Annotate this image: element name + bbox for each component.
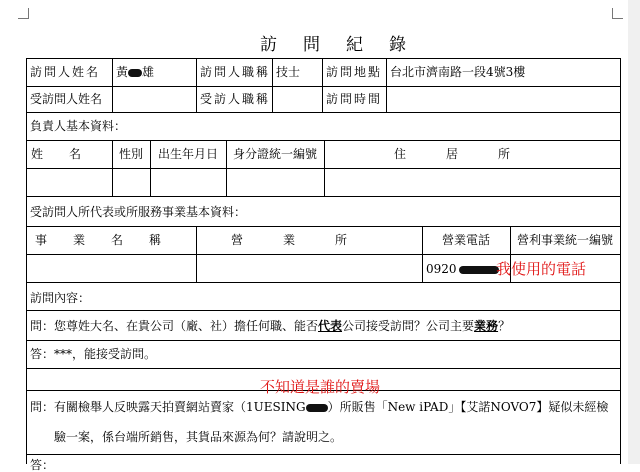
rule <box>26 282 620 283</box>
rule <box>26 168 620 169</box>
business-header-name: 事業名稱 <box>34 233 187 247</box>
page-corner-mark-right <box>612 8 623 19</box>
rule <box>272 58 273 112</box>
rule <box>26 368 620 369</box>
phone-prefix: 0920 <box>426 262 457 276</box>
rule <box>196 58 197 112</box>
rule <box>26 112 620 113</box>
q1-emphasis-business: 業務 <box>474 319 499 333</box>
rule <box>26 226 620 227</box>
seller-annotation: 不知道是誰的賣場 <box>260 378 381 396</box>
responsible-header-id-number: 身分證統一編號 <box>232 147 317 161</box>
responsible-header-birthdate: 出生年月日 <box>157 147 218 161</box>
visitor-name-value <box>116 65 154 79</box>
q2-text-end: ）所販售「New iPAD」【艾諾NOVO7】疑似未經檢 <box>327 400 609 414</box>
visitor-name-suffix: 雄 <box>142 65 155 79</box>
visit-place-label: 訪問地點 <box>326 65 383 79</box>
interview-content-label: 訪問內容： <box>30 291 91 305</box>
rule <box>322 58 323 112</box>
rule <box>26 58 27 464</box>
responsible-section-label: 負責人基本資料： <box>30 119 127 133</box>
phone-annotation: 我使用的電話 <box>496 260 587 278</box>
interviewee-name-label: 受訪問人姓名 <box>30 92 103 106</box>
business-header-phone: 營業電話 <box>441 233 490 247</box>
redaction-mark <box>128 69 142 77</box>
visitor-title-label: 訪問人職稱 <box>200 65 271 79</box>
responsible-header-gender: 性別 <box>118 147 143 161</box>
redaction-mark <box>306 404 328 412</box>
business-section-label: 受訪問人所代表或所服務事業基本資料： <box>30 205 247 219</box>
rule <box>26 58 620 59</box>
visitor-name-prefix: 黃 <box>116 65 129 79</box>
answer-2: 答： <box>30 458 55 472</box>
rule <box>26 254 620 255</box>
responsible-header-address: 住居所 <box>393 147 550 161</box>
visitor-title-value: 技士 <box>276 65 301 79</box>
question-2-line-2: 驗一案，係台端所銷售，其貨品來源為何？請說明之。 <box>54 430 343 444</box>
question-1 <box>30 319 510 333</box>
rule <box>620 58 621 464</box>
rule <box>26 454 620 455</box>
page-corner-mark-left <box>18 8 29 19</box>
q1-text-middle: 公司接受訪問？公司主要 <box>342 319 475 333</box>
business-header-tax-id: 營利事業統一編號 <box>516 233 613 247</box>
rule <box>112 58 113 112</box>
question-2-line-1 <box>30 400 608 414</box>
rule <box>26 140 620 141</box>
q2-text-start: 問：有關檢舉人反映露天拍賣網站賣家（1UESING <box>30 400 306 414</box>
interviewee-title-label: 受訪人職稱 <box>200 92 271 106</box>
visitor-name-label: 訪問人姓名 <box>30 65 101 79</box>
rule <box>26 86 620 87</box>
rule <box>386 58 387 112</box>
redaction-mark <box>459 266 499 274</box>
rule <box>26 310 620 311</box>
answer-1: 答：***，能接受訪問。 <box>30 347 157 361</box>
rule <box>26 196 620 197</box>
document-title: 訪問紀錄 <box>260 35 432 55</box>
q1-text-end: ？ <box>498 319 511 333</box>
visit-time-label: 訪問時間 <box>326 92 383 106</box>
responsible-header-name: 姓名 <box>30 147 107 161</box>
window-edge <box>628 0 640 464</box>
business-phone-value <box>426 262 499 276</box>
rule <box>26 340 620 341</box>
q1-emphasis-represent: 代表 <box>318 319 343 333</box>
business-header-address: 營業所 <box>230 233 387 247</box>
q1-text-start: 問：您尊姓大名、在貴公司（廠、社）擔任何職、能否 <box>30 319 319 333</box>
visit-place-value: 台北市濟南路一段4號3樓 <box>390 65 526 79</box>
visit-record-form <box>26 58 620 472</box>
